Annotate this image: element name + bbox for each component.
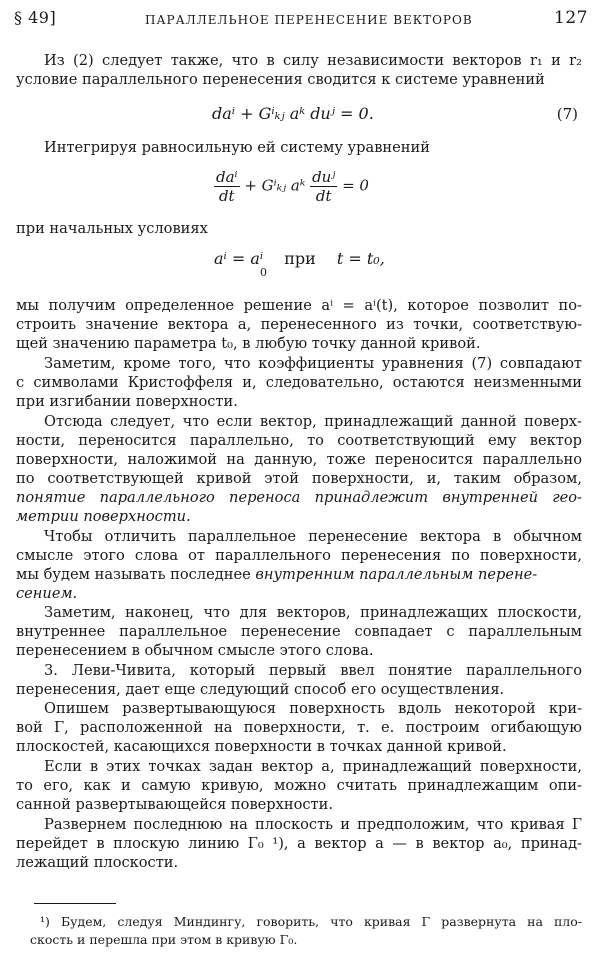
paragraph-6	[16, 412, 582, 526]
text-line: внутреннее параллельное перенесение совпадает с параллельным	[16, 623, 582, 640]
text-line: лежащий плоскости.	[16, 854, 179, 871]
text-line: Чтобы отличить параллельное перенесение вектора в обычном	[44, 528, 582, 545]
text-line: щей значению параметра t₀, в любую точку данной кривой.	[16, 335, 481, 352]
text-line: то его, как и самую кривую, можно считать принадлежащим опи-	[16, 777, 582, 794]
footnote-line: ¹) Будем, следуя Миндингу, говорить, что кривая Γ развернута на пло-	[40, 914, 582, 929]
equation-7: daⁱ + Gⁱₖⱼ aᵏ duʲ = 0.	[212, 104, 374, 123]
equation-ode	[214, 168, 369, 205]
text-line: Если в этих точках задан вектор a, принадлежащий поверхности,	[44, 758, 582, 775]
equation-middle: + Gⁱₖⱼ aᵏ	[244, 176, 306, 195]
text-line: при изгибании поверхности.	[16, 393, 238, 410]
fraction-da-dt: $\frac{\text{daⁱ}}{dt}$	[216, 168, 238, 205]
equation-initial	[214, 249, 385, 279]
section-number: § 49]	[14, 8, 57, 27]
text-line: поверхности, наложимой на данную, тоже переносится параллельно	[16, 451, 582, 468]
paragraph-8	[16, 603, 582, 660]
text-line: Заметим, наконец, что для векторов, принадлежащих плоскости,	[44, 604, 582, 621]
paragraph-1	[16, 51, 582, 89]
paragraph-5	[16, 354, 582, 411]
initial-word: при	[284, 249, 316, 268]
text-line: по соответствующей кривой этой поверхности, и, таким образом,	[16, 470, 582, 487]
text-line: перенесения, дает еще следующий способ его осуществления.	[16, 681, 505, 698]
initial-rhs: t = t₀,	[336, 249, 385, 268]
fraction-du-dt: $\frac{\text{duʲ}}{dt}$	[312, 168, 336, 205]
paragraph-7	[16, 527, 582, 603]
text-line: смысле этого слова от параллельного перенесения по поверхности,	[16, 547, 582, 564]
running-title: ПАРАЛЛЕЛЬНОЕ ПЕРЕНЕСЕНИЕ ВЕКТОРОВ	[145, 13, 473, 27]
text-line: мы будем называть последнее внутренним параллельным перене-	[16, 566, 538, 583]
text-line: Опишем развертывающуюся поверхность вдоль некоторой кри-	[44, 700, 582, 717]
paragraph-12	[16, 815, 582, 872]
footnote-separator	[34, 903, 116, 904]
text-line: перейдет в плоскую линию Γ₀ ¹), а вектор a — в вектор a₀, принад-	[16, 835, 582, 852]
text-line: строить значение вектора a, перенесенного из точки, соответствую-	[16, 316, 582, 333]
paragraph-10	[16, 699, 582, 756]
equation-rhs: = 0	[342, 176, 369, 195]
initial-subscript: 0	[260, 266, 267, 279]
footnote-line: скость и перешла при этом в кривую Γ₀.	[30, 932, 298, 947]
text-line: санной развертывающейся поверхности.	[16, 796, 334, 813]
text-line: Интегрируя равносильную ей систему уравнений	[44, 139, 430, 156]
text-line: плоскостей, касающихся поверхности в точках данной кривой.	[16, 738, 507, 755]
text-line: вой Γ, расположенной на поверхности, т. е. построим огибающую	[16, 719, 582, 736]
emphasis-line: сением.	[16, 585, 78, 602]
paragraph-3	[16, 219, 582, 238]
text-line: ности, переносится параллельно, то соответствующий ему вектор	[16, 432, 582, 449]
text-line: перенесением в обычном смысле этого слова.	[16, 642, 374, 659]
footnote	[30, 913, 582, 949]
text-line: Заметим, кроме того, что коэффициенты уравнения (7) совпадают	[44, 355, 582, 372]
emphasis-line: метрии поверхности.	[16, 508, 191, 525]
emphasis-line: понятие параллельного переноса принадлежит внутренней гео-	[16, 489, 582, 506]
text-line: при начальных условиях	[16, 220, 208, 237]
text-line: Отсюда следует, что если вектор, принадлежащий данной поверх-	[44, 413, 582, 430]
text-line: условие параллельного перенесения сводится к системе уравнений	[16, 71, 545, 88]
text-line: Из (2) следует также, что в силу независимости векторов r₁ и r₂	[44, 52, 582, 69]
text-line: с символами Кристоффеля и, следовательно, остаются неизменными	[16, 374, 582, 391]
initial-lhs: aⁱ = aⁱ	[214, 249, 264, 268]
text-line: мы получим определенное решение aⁱ = aⁱ(t), которое позволит по-	[16, 297, 582, 314]
paragraph-4	[16, 296, 582, 353]
paragraph-9	[16, 661, 582, 699]
paragraph-11	[16, 757, 582, 814]
text-line: Развернем последнюю на плоскость и предположим, что кривая Γ	[44, 816, 582, 833]
equation-number: (7)	[556, 105, 578, 123]
page-number: 127	[554, 8, 588, 28]
text-line: 3. Леви-Чивита, который первый ввел понятие параллельного	[44, 662, 582, 679]
emphasis-term: внутренним параллельным перене-	[255, 566, 538, 583]
paragraph-2	[16, 138, 582, 157]
